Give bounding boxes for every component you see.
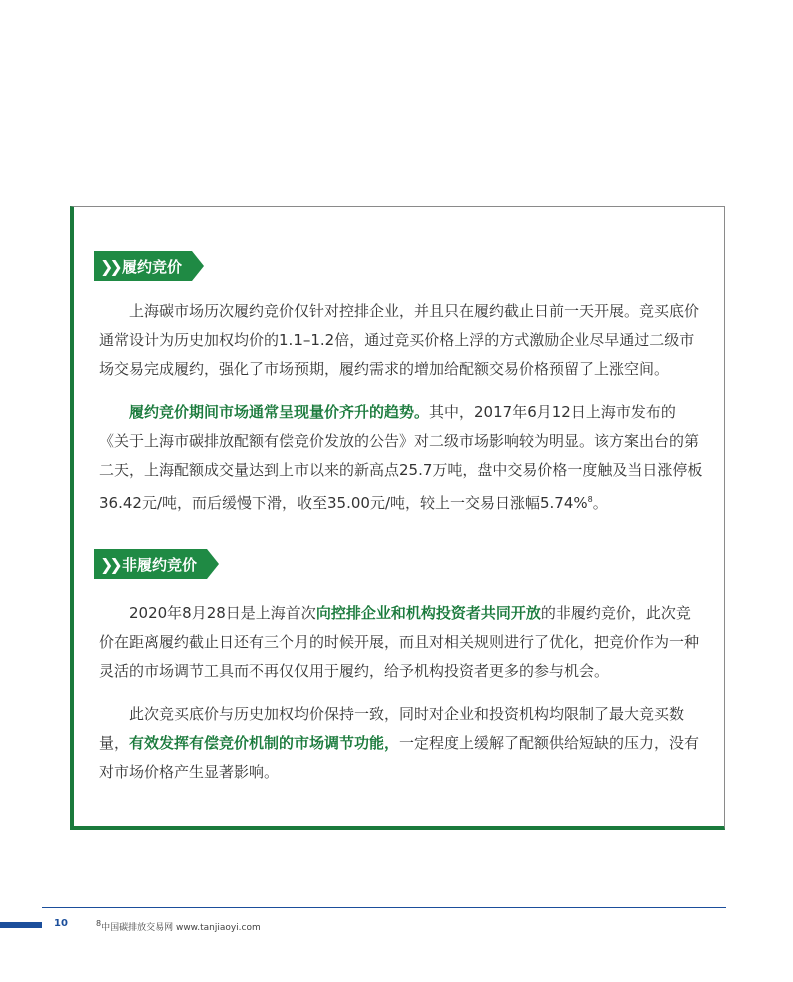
paragraph <box>99 398 703 518</box>
paragraph-text: 此次竞买底价与历史加权均价保持一致，同时对企业和投资机构均限制了最大竞买数量， <box>99 705 685 752</box>
paragraph-text: 2020年8月28日是上海首次 <box>129 604 316 622</box>
paragraph-text: 一定程度上缓解了配额供给短缺的压力，没有对市场价格产生显著影响。 <box>99 734 700 781</box>
paragraph-text: 的非履约竞价，此次竞价在距离履约截止日还有三个月的时候开展，而且对相关规则进行了优化，把竞价作为一种灵活的市场调节工具而不再仅仅用于履约，给予机构投资者更多的参与机会。 <box>99 604 700 680</box>
section-title: 非履约竞价 <box>122 555 198 574</box>
paragraph-end: 。 <box>592 494 608 512</box>
content-box <box>70 206 725 830</box>
footnote-text: 中国碳排放交易网 www.tanjiaoyi.com <box>101 923 261 933</box>
section-title: 履约竞价 <box>122 257 183 276</box>
double-chevron-icon: ❯❯ <box>100 554 119 574</box>
tag-arrow-shape <box>192 251 204 281</box>
paragraph <box>99 297 703 384</box>
tag-arrow-shape <box>207 549 219 579</box>
footer-accent-bar <box>0 922 42 928</box>
highlight-text: 向控排企业和机构投资者共同开放 <box>315 604 541 622</box>
footnote-marker: 8 <box>587 495 593 504</box>
paragraph-text: 其中，2017年6月12日上海市发布的《关于上海市碳排放配额有偿竞价发放的公告》对二级市场影响较为明显。该方案出台的第二天，上海配额成交量达到上市以来的新高点25.7万吨，盘中交易价格一度触及当日涨停板36.42元/吨，而后缓慢下滑，收至35.00元/吨，较上一交易日涨幅5.74% <box>99 403 703 512</box>
highlight-text: 有效发挥有偿竞价机制的市场调节功能， <box>129 734 400 752</box>
footnote-marker: 8 <box>96 919 102 928</box>
section-tag-non-performance-auction <box>94 549 219 579</box>
highlight-text: 履约竞价期间市场通常呈现量价齐升的趋势。 <box>129 403 430 421</box>
page-number: 10 <box>54 918 68 929</box>
double-chevron-icon: ❯❯ <box>100 256 119 276</box>
paragraph <box>99 599 703 686</box>
paragraph-text: 上海碳市场历次履约竞价仅针对控排企业，并且只在履约截止日前一天开展。竞买底价通常设计为历史加权均价的1.1–1.2倍，通过竞买价格上浮的方式激励企业尽早通过二级市场交易完成履约，强化了市场预期，履约需求的增加给配额交易价格预留了上涨空间。 <box>99 302 700 378</box>
footer-divider <box>42 907 726 908</box>
section-tag-performance-auction <box>94 251 204 281</box>
paragraph <box>99 700 703 787</box>
footnote-source <box>96 919 261 933</box>
